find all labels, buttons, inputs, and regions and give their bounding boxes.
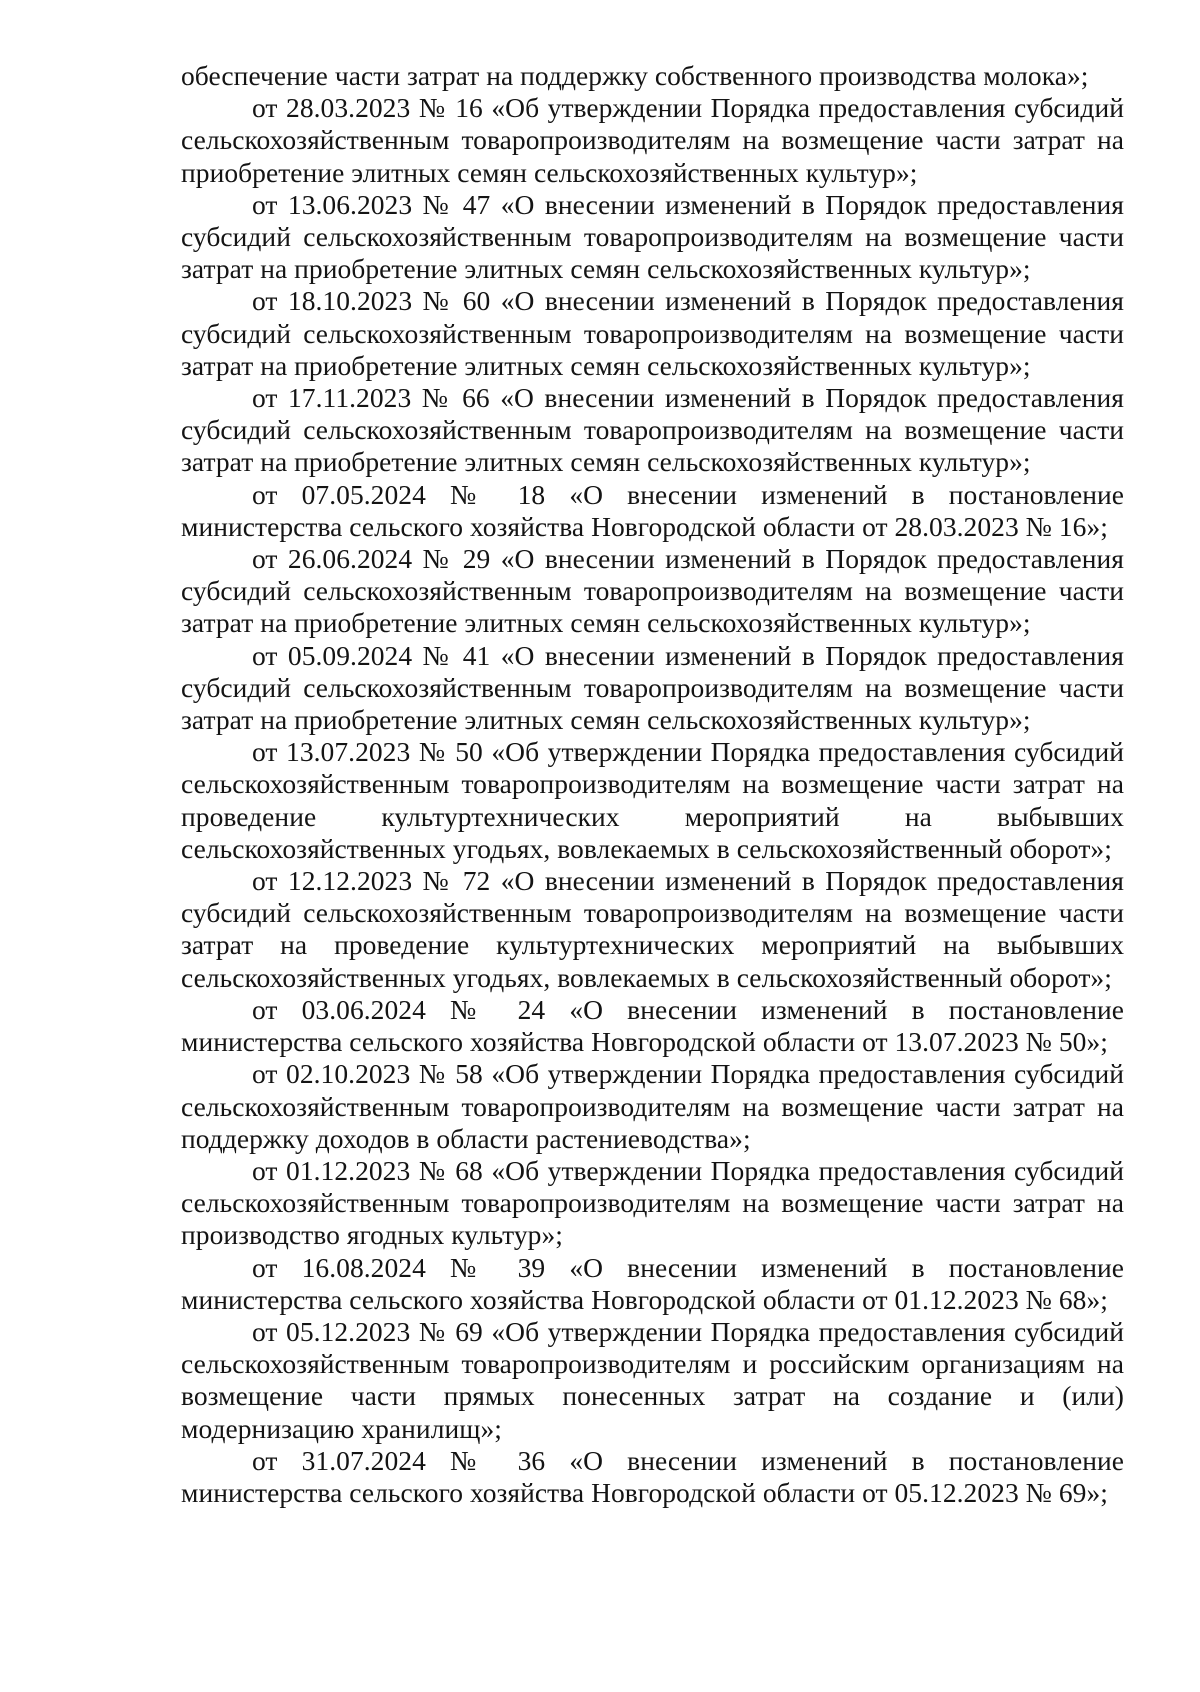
paragraph-decree-16-2023: от 28.03.2023 № 16 «Об утверждении Порядка предоставления субсидий сельскохозяйственным товаропроизводителям на возмещение части затрат на приобретение элитных семян сельскохозяйственных культур»; <box>181 92 1124 188</box>
paragraph-decree-39-2024: от 16.08.2024 № 39 «О внесении изменений в постановление министерства сельского хозяйства Новгородской области от 01.12.2023 № 68»; <box>181 1251 1124 1315</box>
paragraph-decree-24-2024: от 03.06.2024 № 24 «О внесении изменений в постановление министерства сельского хозяйства Новгородской области от 13.07.2023 № 50»; <box>181 993 1124 1058</box>
paragraph-decree-50-2023: от 13.07.2023 № 50 «Об утверждении Порядка предоставления субсидий сельскохозяйственным товаропроизводителям на возмещение части затрат на проведение культуртехнических мероприятий на выбывших сельскохозяйственных угодьях, вовлекаемых в сельскохозяйственный оборот»; <box>181 736 1124 864</box>
paragraph-continuation: обеспечение части затрат на поддержку собственного производства молока»; <box>181 60 1089 91</box>
paragraph-decree-69-2023: от 05.12.2023 № 69 «Об утверждении Порядка предоставления субсидий сельскохозяйственным товаропроизводителям и российским организациям на возмещение части прямых понесенных затрат на создание и (или) модернизацию хранилищ»; <box>181 1315 1124 1444</box>
document-page <box>181 60 1124 1509</box>
paragraph-decree-60-2023: от 18.10.2023 № 60 «О внесении изменений в Порядок предоставления субсидий сельскохозяйственным товаропроизводителям на возмещение части затрат на приобретение элитных семян сельскохозяйственных культур»; <box>181 285 1124 381</box>
paragraph-decree-72-2023: от 12.12.2023 № 72 «О внесении изменений в Порядок предоставления субсидий сельскохозяйственным товаропроизводителям на возмещение части затрат на проведение культуртехнических мероприятий на выбывших сельскохозяйственных угодьях, вовлекаемых в сельскохозяйственный оборот»; <box>181 865 1124 993</box>
paragraph-decree-68-2023: от 01.12.2023 № 68 «Об утверждении Порядка предоставления субсидий сельскохозяйственным товаропроизводителям на возмещение части затрат на производство ягодных культур»; <box>181 1154 1124 1251</box>
paragraph-decree-36-2024: от 31.07.2024 № 36 «О внесении изменений в постановление министерства сельского хозяйства Новгородской области от 05.12.2023 № 69»; <box>181 1444 1124 1508</box>
paragraph-decree-41-2024: от 05.09.2024 № 41 «О внесении изменений в Порядок предоставления субсидий сельскохозяйственным товаропроизводителям на возмещение части затрат на приобретение элитных семян сельскохозяйственных культур»; <box>181 639 1124 736</box>
paragraph-decree-18-2024: от 07.05.2024 № 18 «О внесении изменений в постановление министерства сельского хозяйства Новгородской области от 28.03.2023 № 16»; <box>181 478 1124 542</box>
paragraph-decree-58-2023: от 02.10.2023 № 58 «Об утверждении Порядка предоставления субсидий сельскохозяйственным товаропроизводителям на возмещение части затрат на поддержку доходов в области растениеводства»; <box>181 1058 1124 1154</box>
paragraph-decree-47-2023: от 13.06.2023 № 47 «О внесении изменений в Порядок предоставления субсидий сельскохозяйственным товаропроизводителям на возмещение части затрат на приобретение элитных семян сельскохозяйственных культур»; <box>181 188 1124 285</box>
paragraph-decree-66-2023: от 17.11.2023 № 66 «О внесении изменений в Порядок предоставления субсидий сельскохозяйственным товаропроизводителям на возмещение части затрат на приобретение элитных семян сельскохозяйственных культур»; <box>181 382 1124 478</box>
paragraph-decree-29-2024: от 26.06.2024 № 29 «О внесении изменений в Порядок предоставления субсидий сельскохозяйственным товаропроизводителям на возмещение части затрат на приобретение элитных семян сельскохозяйственных культур»; <box>181 543 1124 639</box>
